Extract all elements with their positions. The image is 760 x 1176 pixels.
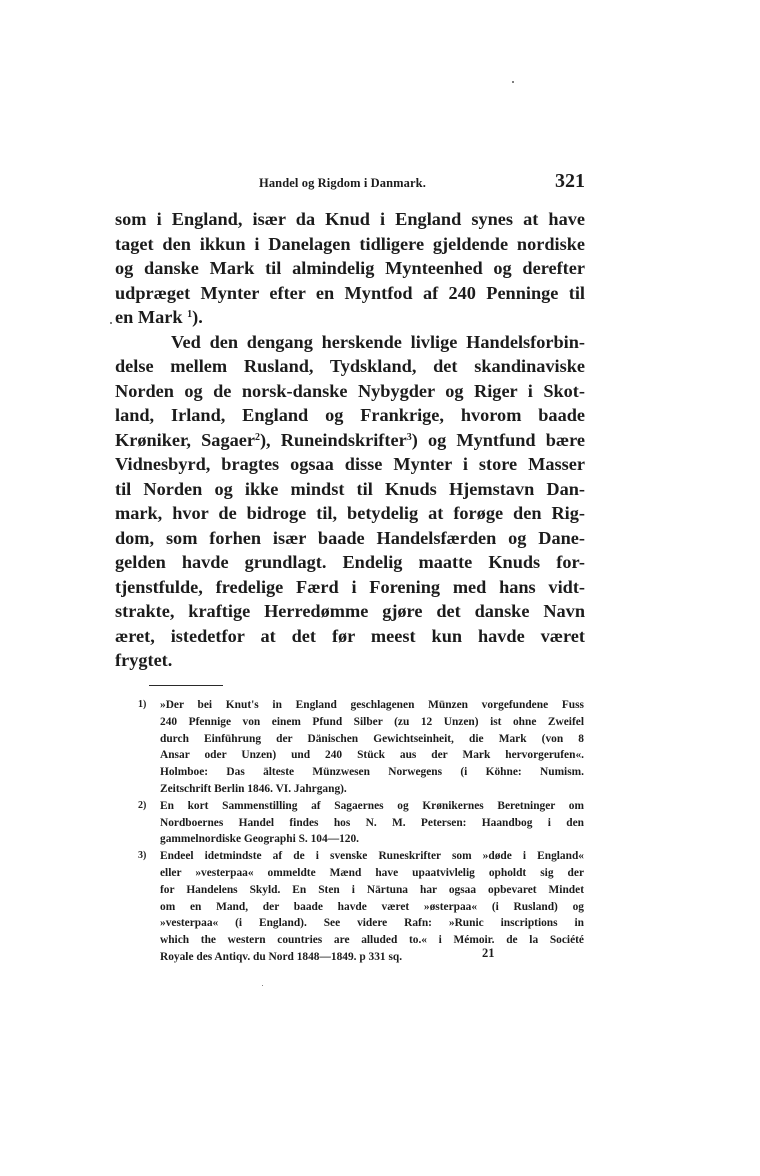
footnote-ref: 2	[254, 431, 260, 443]
footnotes	[138, 697, 584, 966]
footnote-divider	[149, 685, 223, 686]
text-fragment: ), Runeindskrifter	[259, 429, 407, 450]
paper-speck	[262, 985, 263, 986]
footnote-mark: 2)	[138, 799, 147, 811]
page-number: 321	[555, 170, 585, 192]
signature-mark: 21	[482, 946, 495, 960]
text-line: Norden og de norsk-danske Nybygder og Riger i Skot-	[115, 380, 585, 401]
text-line: Vidnesbyrd, bragtes ogsaa disse Mynter i store Masser	[115, 454, 585, 474]
text-line: dom, som forhen især baade Handelsfærden og Dane-	[115, 527, 585, 548]
footnote-mark: 3)	[138, 850, 147, 862]
text-line: delse mellem Rusland, Tydskland, det skandinaviske	[115, 356, 585, 376]
running-title: Handel og Rigdom i Danmark.	[259, 176, 426, 190]
text-line	[115, 305, 585, 330]
paper-speck	[110, 322, 112, 324]
footnote-line: which the western countries are alluded to.« i Mémoir. de la Société	[160, 934, 584, 947]
footnote-line: »Der bei Knut's in England geschlagenen Münzen vorgefundene Fuss	[160, 699, 584, 711]
text-fragment: Krøniker, Sagaer	[115, 429, 255, 450]
text-line	[115, 428, 585, 453]
text-fragment: en Mark	[115, 307, 183, 327]
text-line: og danske Mark til almindelig Mynteenhed og derefter	[115, 258, 585, 278]
footnote-mark: 1)	[138, 699, 147, 710]
text-line: frygtet.	[115, 650, 173, 670]
footnote-line: durch Einführung der Dänischen Gewichtseinheit, die Mark (von 8	[160, 732, 584, 745]
footnote-line: eller »vesterpaa« ommeldte Mænd have upaatvivlelig opholdt sig der	[160, 866, 584, 879]
footnote-1	[138, 697, 584, 798]
footnote-line: »vesterpaa« (i England). See videre Rafn: »Runic inscriptions in	[160, 917, 584, 930]
text-line: land, Irland, England og Frankrige, hvorom baade	[115, 405, 585, 425]
text-line: tjenstfulde, fredelige Færd i Forening med hans vidt-	[115, 576, 585, 597]
text-line: gelden havde grundlagt. Endelig maatte Knuds for-	[115, 552, 585, 572]
footnote-line: Ansar oder Unzen) und 240 Stück aus der Mark hervorgerufen«.	[160, 749, 584, 762]
footnote-ref: 1	[187, 309, 193, 320]
text-line: strakte, kraftige Herredømme gjøre det danske Navn	[115, 601, 585, 621]
text-line: mark, hvor de bidroge til, betydelig at forøge den Rig-	[115, 503, 585, 523]
footnote-line: Royale des Antiqv. du Nord 1848—1849. p 331 sq.	[160, 950, 403, 963]
footnote-ref: 3	[406, 431, 412, 443]
footnote-line: Endeel idetmindste af de i svenske Runeskrifter som »døde i England«	[160, 850, 584, 863]
text-line: som i England, især da Knud i England synes at have	[115, 209, 585, 229]
footnote-line: gammelnordiske Geographi S. 104—120.	[160, 833, 360, 846]
text-line: taget den ikkun i Danelagen tidligere gjeldende nordiske	[115, 233, 585, 254]
footnote-2	[138, 798, 584, 848]
text-fragment: ).	[192, 307, 203, 327]
footnote-line: Nordboernes Handel findes hos N. M. Petersen: Haandbog i den	[160, 816, 584, 829]
text-fragment: ) og Myntfund bære	[411, 429, 586, 450]
footnote-line: 240 Pfennige von einem Pfund Silber (zu 12 Unzen) ist ohne Zweifel	[160, 715, 584, 728]
footnote-3	[138, 848, 584, 966]
main-text	[115, 207, 585, 673]
text-line: æret, istedetfor at det før meest kun havde været	[115, 625, 585, 646]
footnote-line: En kort Sammenstilling af Sagaernes og Krønikernes Beretninger om	[160, 799, 584, 812]
footnote-line: om en Mand, der baade havde været »østerpaa« (i Rusland) og	[160, 900, 584, 913]
paper-speck	[512, 81, 514, 83]
text-line: udpræget Mynter efter en Myntfod af 240 Penninge til	[115, 282, 585, 303]
text-line: Ved den dengang herskende livlige Handelsforbin-	[171, 331, 585, 352]
footnote-line: Holmboe: Das älteste Münzwesen Norwegens (i Köhne: Numism.	[160, 766, 584, 779]
footnote-line: for Handelens Skyld. En Sten i Närtuna har ogsaa opbevaret Mindet	[160, 883, 584, 896]
footnote-line: Zeitschrift Berlin 1846. VI. Jahrgang).	[160, 782, 347, 795]
text-line: til Norden og ikke mindst til Knuds Hjemstavn Dan-	[115, 478, 585, 499]
page-header	[115, 170, 585, 194]
